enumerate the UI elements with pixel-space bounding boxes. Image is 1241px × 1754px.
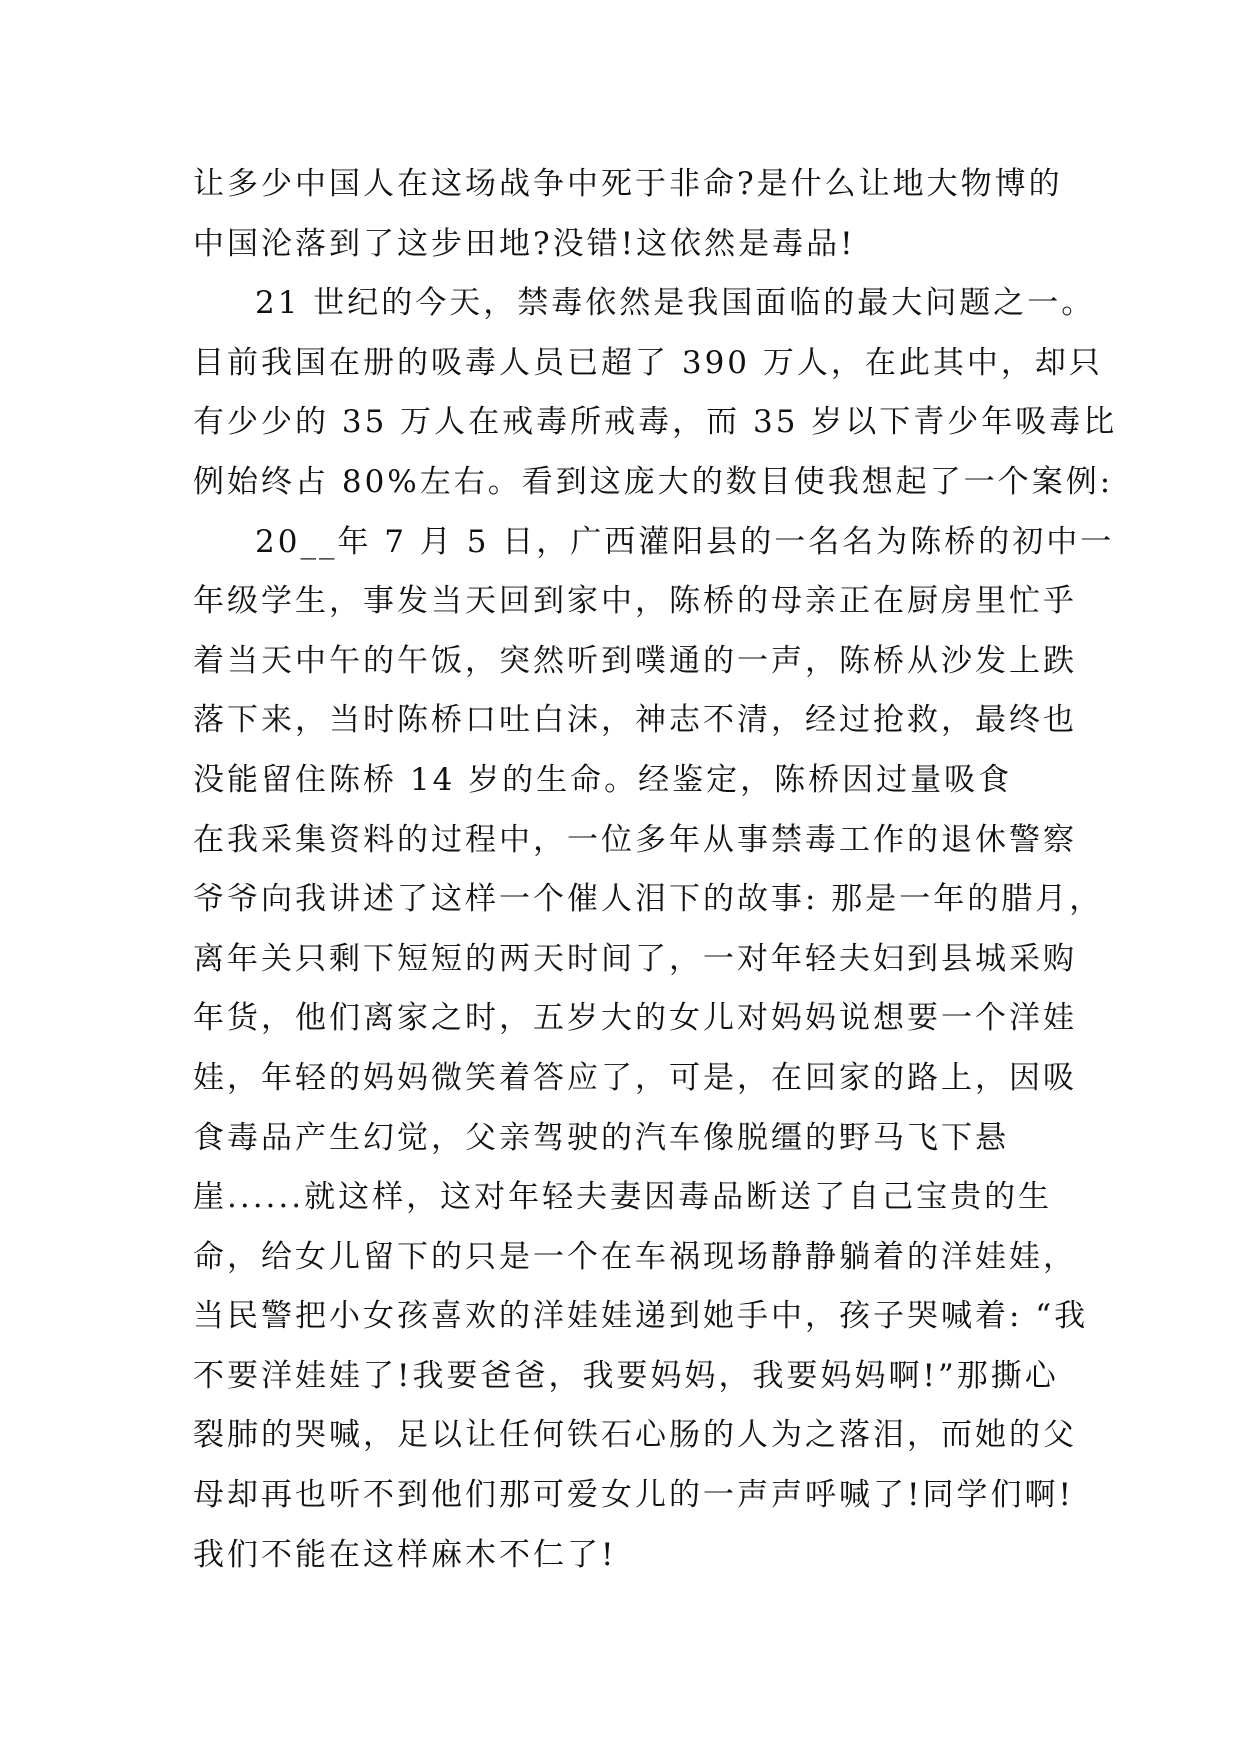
text-line: 落下来，当时陈桥口吐白沫，神志不清，经过抢救，最终也: [193, 702, 1077, 739]
text-line: 着当天中午的午饭，突然听到噗通的一声，陈桥从沙发上跌: [193, 642, 1077, 679]
text-line: 让多少中国人在这场战争中死于非命?是什么让地大物博的: [193, 166, 1063, 202]
text-line: 我们不能在这样麻木不仁了!: [193, 1536, 617, 1573]
text-line: 年级学生，事发当天回到家中，陈桥的母亲正在厨房里忙乎: [193, 583, 1077, 620]
text-line: 在我采集资料的过程中，一位多年从事禁毒工作的退休警察: [193, 821, 1077, 858]
text-line: 食毒品产生幻觉，父亲驾驶的汽车像脱缰的野马飞下悬: [193, 1119, 1009, 1156]
text-line: 母却再也听不到他们那可爱女儿的一声声呼喊了!同学们啊!: [193, 1477, 1074, 1514]
text-line: 中国沦落到了这步田地?没错!这依然是毒品!: [193, 225, 856, 262]
text-line: 当民警把小女孩喜欢的洋娃娃递到她手中，孩子哭喊着: “我: [193, 1298, 1089, 1335]
text-line: 目前我国在册的吸毒人员已超了 390 万人，在此其中，却只: [193, 344, 1103, 381]
text-line: 21 世纪的今天，禁毒依然是我国面临的最大问题之一。: [255, 285, 1096, 322]
body-text: [193, 155, 1118, 1585]
text-line: 崖......就这样，这对年轻夫妻因毒品断送了自己宝贵的生: [193, 1179, 1053, 1216]
text-line: 不要洋娃娃了!我要爸爸，我要妈妈，我要妈妈啊!”那撕心: [193, 1357, 1059, 1394]
text-line: 裂肺的哭喊，足以让任何铁石心肠的人为之落泪，而她的父: [193, 1417, 1077, 1454]
text-line: 没能留住陈桥 14 岁的生命。经鉴定，陈桥因过量吸食: [193, 761, 1013, 798]
text-line: 离年关只剩下短短的两天时间了，一对年轻夫妇到县城采购: [193, 940, 1077, 977]
text-line: 有少少的 35 万人在戒毒所戒毒，而 35 岁以下青少年吸毒比: [193, 404, 1118, 441]
text-line: 20__年 7 月 5 日，广西灌阳县的一名名为陈桥的初中一: [255, 523, 1115, 560]
text-line: 命，给女儿留下的只是一个在车祸现场静静躺着的洋娃娃，: [193, 1238, 1077, 1275]
text-line: 例始终占 80%左右。看到这庞大的数目使我想起了一个案例:: [193, 463, 1114, 500]
text-line: 爷爷向我讲述了这样一个催人泪下的故事: 那是一年的腊月，: [193, 881, 1104, 918]
text-line: 年货，他们离家之时，五岁大的女儿对妈妈说想要一个洋娃: [193, 1000, 1077, 1037]
text-line: 娃，年轻的妈妈微笑着答应了，可是，在回家的路上，因吸: [193, 1059, 1077, 1096]
